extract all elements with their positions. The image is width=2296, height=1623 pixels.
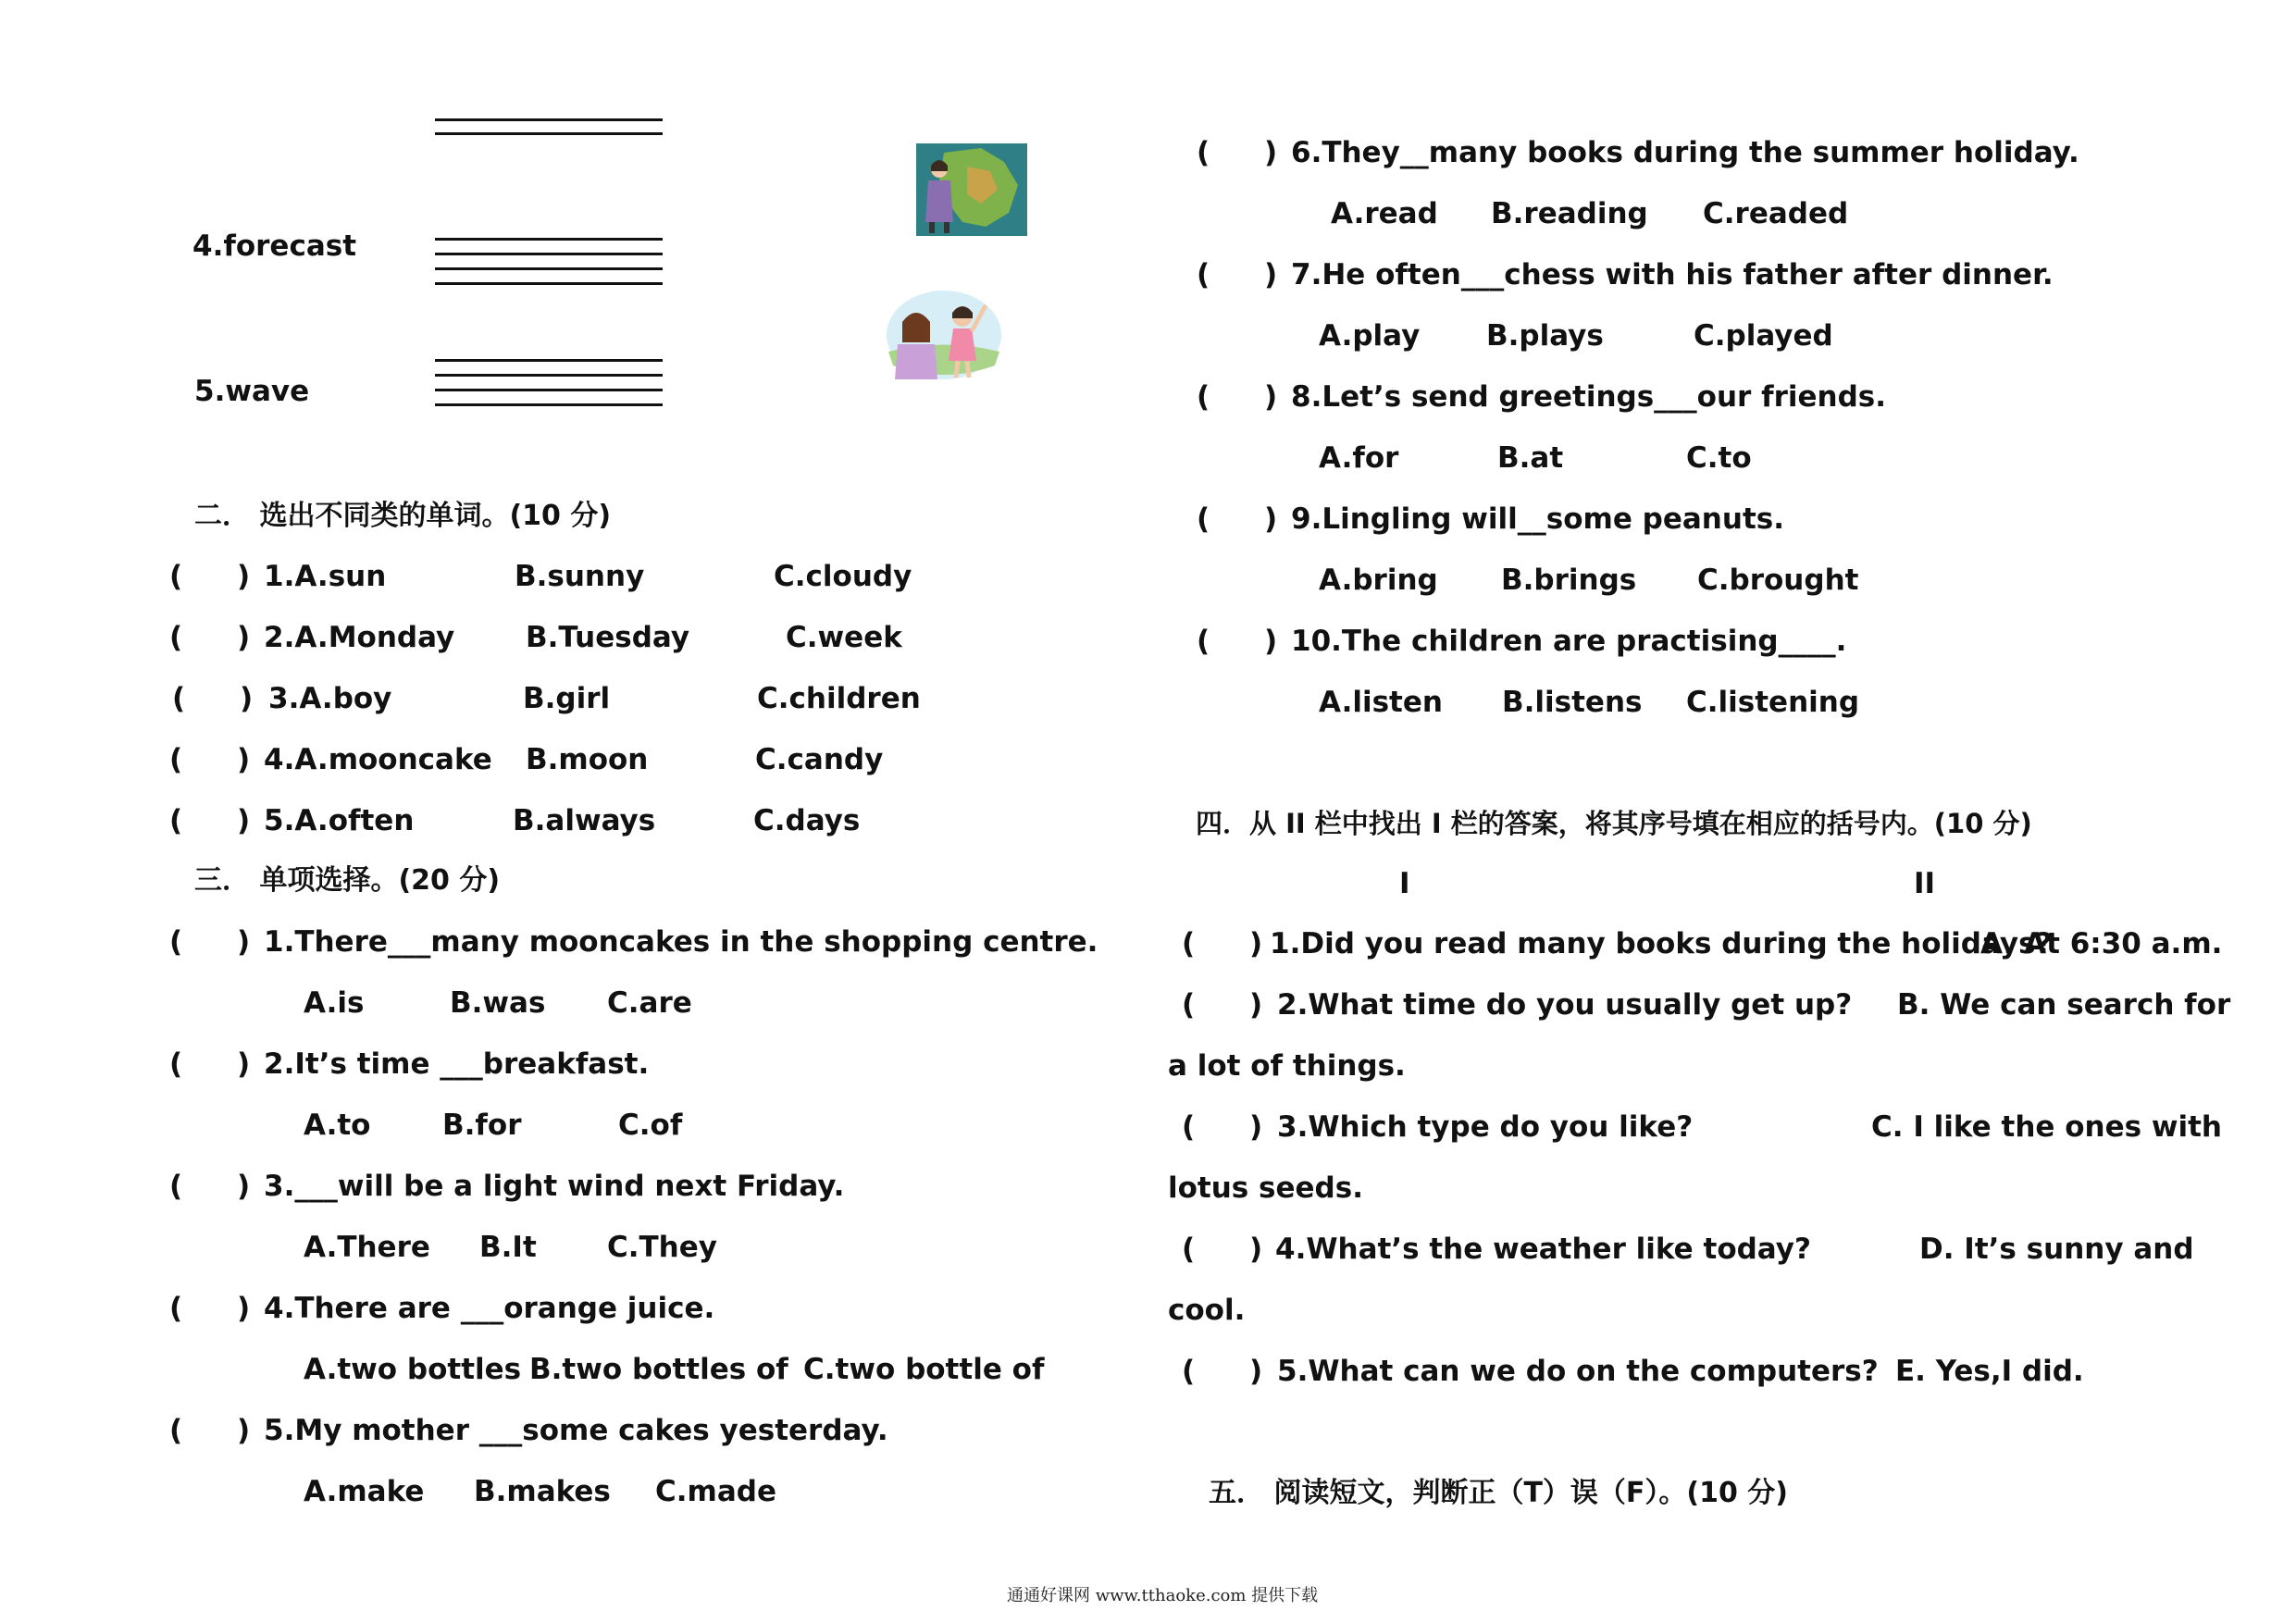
match-question-4: 4.What’s the weather like today? [1275,1233,1811,1266]
option-a: 2.A.Monday [264,621,455,654]
option-a: 4.A.mooncake [264,743,492,776]
girls-waving-picture [884,287,1004,384]
answer-bracket-open[interactable]: ( [169,621,183,654]
answer-bracket-open[interactable]: ( [169,1414,183,1447]
answer-bracket-open[interactable]: ( [1197,625,1210,658]
option-a: A.There [304,1231,430,1264]
answer-bracket-close: ) [1264,625,1278,658]
answer-bracket-close: ) [237,621,251,654]
option-b: B.was [450,986,546,1020]
option-b: B.listens [1502,686,1643,719]
item-4-label: 4.forecast [192,229,357,263]
answer-bracket-open[interactable]: ( [169,743,183,776]
option-c: C.brought [1697,564,1859,597]
answer-bracket-close: ) [1264,136,1278,169]
option-b: B.moon [526,743,649,776]
answer-bracket-close: ) [237,1414,251,1447]
writing-lines-3 [435,118,663,135]
answer-bracket-open[interactable]: ( [1182,988,1196,1022]
option-a: A.two bottles [304,1353,522,1386]
option-a: A.bring [1319,564,1438,597]
option-c: C.played [1694,319,1833,353]
writing-lines-5 [435,359,663,406]
option-c: C.of [618,1109,683,1142]
match-answer-d: D. It’s sunny and [1919,1233,2194,1266]
answer-bracket-close: ) [237,804,251,837]
option-b: B.plays [1486,319,1604,353]
option-b: B.makes [474,1475,611,1508]
answer-bracket-open[interactable]: ( [169,1047,183,1081]
question-10: 10.The children are practising____. [1291,625,1847,658]
option-a: 1.A.sun [264,560,387,593]
option-c: C.listening [1686,686,1860,719]
option-c: C.children [757,682,921,715]
question-7: 7.He often___chess with his father after dinner. [1291,258,2054,291]
answer-bracket-open[interactable]: ( [169,804,183,837]
match-question-3: 3.Which type do you like? [1277,1110,1694,1144]
answer-bracket-close: ) [237,560,251,593]
question-5: 5.My mother ___some cakes yesterday. [264,1414,888,1447]
match-answer-b-continued: a lot of things. [1168,1049,1406,1083]
option-a: A.make [304,1475,425,1508]
match-answer-b: B. We can search for [1897,988,2231,1022]
answer-bracket-open[interactable]: ( [172,682,186,715]
match-question-2: 2.What time do you usually get up? [1277,988,1853,1022]
option-c: C.They [607,1231,717,1264]
option-a: A.is [304,986,365,1020]
match-question-1: 1.Did you read many books during the holidays? [1270,927,2053,960]
writing-lines-4 [435,238,663,285]
answer-bracket-close: ) [1249,1110,1263,1144]
option-c: C.made [655,1475,776,1508]
answer-bracket-close: ) [237,1292,251,1325]
answer-bracket-close: ) [240,682,254,715]
answer-bracket-open[interactable]: ( [169,1170,183,1203]
answer-bracket-open[interactable]: ( [1182,1233,1196,1266]
option-a: A.for [1319,441,1399,475]
match-answer-a: A. At 6:30 a.m. [1980,927,2223,960]
section2-title: 二． 选出不同类的单词。(10 分) [194,500,612,532]
option-c: C.to [1686,441,1752,475]
match-question-5: 5.What can we do on the computers? [1277,1355,1879,1388]
option-a: A.play [1319,319,1421,353]
answer-bracket-open[interactable]: ( [1197,136,1210,169]
answer-bracket-open[interactable]: ( [169,925,183,959]
section4-title: 四．从 II 栏中找出 I 栏的答案，将其序号填在相应的括号内。(10 分) [1196,808,2032,839]
option-a: A.to [304,1109,371,1142]
answer-bracket-close: ) [1264,258,1278,291]
section3-title: 三． 单项选择。(20 分) [194,864,501,897]
option-b: B.two bottles of [529,1353,788,1386]
answer-bracket-close: ) [237,1170,251,1203]
option-b: B.always [513,804,656,837]
question-2: 2.It’s time ___breakfast. [264,1047,650,1081]
answer-bracket-open[interactable]: ( [169,1292,183,1325]
teacher-map-picture [916,143,1027,236]
question-8: 8.Let’s send greetings___our friends. [1291,380,1887,414]
match-answer-d-continued: cool. [1168,1294,1246,1327]
answer-bracket-open[interactable]: ( [1182,1110,1196,1144]
match-answer-c-continued: lotus seeds. [1168,1171,1363,1205]
item-5-label: 5.wave [194,375,310,408]
section5-title: 五． 阅读短文，判断正（T）误（F）。(10 分) [1209,1477,1789,1509]
answer-bracket-open[interactable]: ( [169,560,183,593]
answer-bracket-open[interactable]: ( [1182,927,1196,960]
option-b: B.sunny [515,560,645,593]
option-c: C.week [786,621,902,654]
answer-bracket-open[interactable]: ( [1197,258,1210,291]
option-a: A.read [1331,197,1438,230]
answer-bracket-close: ) [1249,1233,1263,1266]
footer-credit: 通通好课网 www.tthaoke.com 提供下载 [1007,1586,1319,1605]
answer-bracket-close: ) [237,925,251,959]
question-4: 4.There are ___orange juice. [264,1292,715,1325]
option-b: B.brings [1501,564,1637,597]
answer-bracket-close: ) [237,743,251,776]
option-a: A.listen [1319,686,1443,719]
column-i-header: I [1399,867,1410,900]
option-c: C.candy [755,743,884,776]
option-b: B.at [1497,441,1564,475]
option-a: 3.A.boy [268,682,392,715]
answer-bracket-close: ) [1249,988,1263,1022]
answer-bracket-close: ) [1264,502,1278,536]
answer-bracket-close: ) [1264,380,1278,414]
option-c: C.two bottle of [803,1353,1045,1386]
question-6: 6.They__many books during the summer holiday. [1291,136,2079,169]
option-b: B.reading [1491,197,1648,230]
option-c: C.cloudy [774,560,912,593]
answer-bracket-open[interactable]: ( [1197,380,1210,414]
answer-bracket-close: ) [237,1047,251,1081]
answer-bracket-open[interactable]: ( [1182,1355,1196,1388]
option-b: B.for [442,1109,522,1142]
option-b: B.It [479,1231,537,1264]
option-b: B.girl [523,682,611,715]
option-a: 5.A.often [264,804,415,837]
question-3: 3.___will be a light wind next Friday. [264,1170,845,1203]
option-b: B.Tuesday [526,621,690,654]
question-9: 9.Lingling will__some peanuts. [1291,502,1784,536]
answer-bracket-open[interactable]: ( [1197,502,1210,536]
column-ii-header: II [1914,867,1936,900]
question-1: 1.There___many mooncakes in the shopping centre. [264,925,1098,959]
match-answer-e: E. Yes,I did. [1895,1355,2084,1388]
option-c: C.days [753,804,861,837]
option-c: C.are [607,986,692,1020]
option-c: C.readed [1703,197,1849,230]
answer-bracket-close: ) [1249,927,1263,960]
match-answer-c: C. I like the ones with [1871,1110,2222,1144]
answer-bracket-close: ) [1249,1355,1263,1388]
